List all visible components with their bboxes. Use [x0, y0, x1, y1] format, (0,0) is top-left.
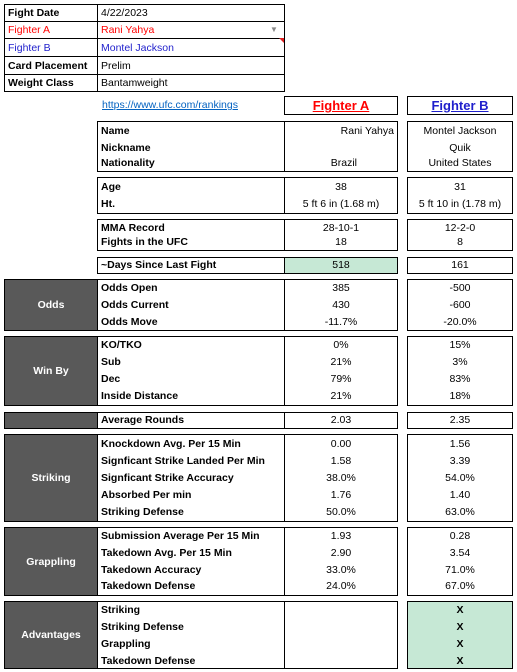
ufc-fights-b: 8: [457, 236, 463, 248]
odds-open-b: -500: [449, 282, 471, 294]
name-a: Rani Yahya: [340, 125, 394, 137]
odds-title: Odds: [37, 299, 65, 311]
days-label: ~Days Since Last Fight: [101, 259, 217, 271]
adv-takedown-defense-b: X: [456, 655, 464, 667]
avg-rounds-a: 2.03: [330, 414, 352, 426]
odds-open-a: 385: [332, 282, 350, 294]
col-divider: [284, 601, 285, 669]
advantages-title: Advantages: [21, 629, 81, 641]
dec-b: 83%: [449, 373, 471, 385]
knockdown-b: 1.56: [449, 438, 471, 450]
age-label: Age: [101, 181, 121, 193]
nationality-a: Brazil: [330, 157, 357, 169]
age-a: 38: [335, 181, 347, 193]
sslpm-a: 1.58: [330, 455, 352, 467]
adv-striking-b: X: [456, 604, 464, 616]
info-row-line: [4, 56, 285, 57]
takedown-avg-b: 3.54: [449, 547, 471, 559]
absorbed-b: 1.40: [449, 489, 471, 501]
ufc-rankings-link[interactable]: https://www.ufc.com/rankings: [102, 99, 238, 111]
height-label: Ht.: [101, 198, 115, 210]
height-a: 5 ft 6 in (1.68 m): [302, 198, 380, 210]
winby-category: [4, 336, 98, 406]
striking-defense-b: 63.0%: [445, 506, 475, 518]
nationality-b: United States: [428, 157, 492, 169]
ufc-fights-label: Fights in the UFC: [101, 236, 188, 248]
knockdown-label: Knockdown Avg. Per 15 Min: [101, 438, 241, 450]
striking-defense-a: 50.0%: [326, 506, 356, 518]
card-placement-value[interactable]: Prelim: [101, 60, 131, 72]
absorbed-label: Absorbed Per min: [101, 489, 192, 501]
fight-date-value[interactable]: 4/22/2023: [101, 7, 148, 19]
grappling-title: Grappling: [26, 555, 76, 568]
ufc-fights-a: 18: [335, 236, 347, 248]
dec-a: 79%: [330, 373, 352, 385]
nationality-label: Nationality: [101, 157, 155, 169]
adv-striking-label: Striking: [101, 604, 141, 616]
avg-rounds-label: Average Rounds: [101, 414, 185, 426]
info-row-line: [4, 38, 285, 39]
sslpm-b: 3.39: [449, 455, 471, 467]
odds-move-label: Odds Move: [101, 316, 158, 328]
odds-open-label: Odds Open: [101, 282, 158, 294]
sub-avg-label: Submission Average Per 15 Min: [101, 530, 260, 542]
knockdown-a: 0.00: [330, 438, 352, 450]
odds-current-b: -600: [449, 299, 471, 311]
name-label: Name: [101, 125, 130, 137]
adv-striking-defense-label: Striking Defense: [101, 621, 184, 633]
odds-current-a: 430: [332, 299, 350, 311]
inside-distance-a: 21%: [330, 390, 352, 402]
comment-marker-icon: [279, 38, 284, 43]
ko-a: 0%: [333, 339, 349, 351]
ss-accuracy-label: Signficant Strike Accuracy: [101, 472, 234, 484]
card-placement-label: Card Placement: [8, 60, 88, 72]
fighter-a-label: Fighter A: [8, 24, 51, 36]
sub-a: 21%: [330, 356, 352, 368]
takedown-avg-a: 2.90: [330, 547, 352, 559]
fighter-a-select[interactable]: Rani Yahya: [101, 24, 155, 36]
adv-striking-defense-b: X: [456, 621, 464, 633]
mma-record-a: 28-10-1: [322, 222, 360, 234]
adv-takedown-defense-label: Takedown Defense: [101, 655, 196, 667]
nickname-b: Quik: [449, 142, 471, 154]
weight-class-label: Weight Class: [8, 77, 74, 89]
ss-accuracy-b: 54.0%: [445, 472, 475, 484]
days-a: 518: [332, 259, 350, 271]
odds-current-label: Odds Current: [101, 299, 169, 311]
striking-category: [4, 434, 98, 522]
odds-move-a: -11.7%: [324, 316, 358, 328]
sslpm-label: Signficant Strike Landed Per Min: [101, 455, 265, 467]
dec-label: Dec: [101, 373, 121, 385]
takedown-defense-b: 67.0%: [445, 580, 475, 592]
winby-title: Win By: [33, 365, 69, 377]
fighter-b-select[interactable]: Montel Jackson: [101, 42, 174, 54]
absorbed-a: 1.76: [330, 489, 352, 501]
mma-record-b: 12-2-0: [444, 222, 476, 234]
age-b: 31: [454, 181, 466, 193]
grappling-category: [4, 527, 98, 596]
dropdown-arrow-icon[interactable]: ▼: [270, 25, 278, 34]
nickname-label: Nickname: [101, 142, 151, 154]
info-divider: [97, 4, 98, 92]
info-row-line: [4, 74, 285, 75]
sub-b: 3%: [452, 356, 468, 368]
sub-label: Sub: [101, 356, 121, 368]
mma-record-label: MMA Record: [101, 222, 165, 234]
fighter-b-label: Fighter B: [8, 42, 51, 54]
striking-defense-label: Striking Defense: [101, 506, 184, 518]
avg-rounds-b: 2.35: [449, 414, 471, 426]
odds-move-b: -20.0%: [443, 316, 477, 328]
name-b: Montel Jackson: [423, 125, 497, 137]
striking-title: Striking: [31, 472, 71, 484]
rounds-left-cell: [4, 412, 98, 429]
takedown-avg-label: Takedown Avg. Per 15 Min: [101, 547, 232, 559]
info-row-line: [4, 21, 285, 22]
adv-grappling-label: Grappling: [101, 638, 151, 650]
ko-label: KO/TKO: [101, 339, 142, 351]
takedown-accuracy-label: Takedown Accuracy: [101, 564, 202, 576]
days-b: 161: [451, 259, 469, 271]
takedown-defense-a: 24.0%: [326, 580, 356, 592]
takedown-accuracy-a: 33.0%: [326, 564, 356, 576]
inside-distance-b: 18%: [449, 390, 471, 402]
fighter-a-header: Fighter A: [312, 98, 370, 113]
ko-b: 15%: [449, 339, 471, 351]
inside-distance-label: Inside Distance: [101, 390, 179, 402]
ss-accuracy-a: 38.0%: [326, 472, 356, 484]
fighter-b-header: Fighter B: [431, 98, 489, 113]
sub-avg-a: 1.93: [330, 530, 352, 542]
advantages-category: [4, 601, 98, 669]
sub-avg-b: 0.28: [449, 530, 471, 542]
takedown-defense-label: Takedown Defense: [101, 580, 196, 592]
takedown-accuracy-b: 71.0%: [445, 564, 475, 576]
weight-class-value[interactable]: Bantamweight: [101, 77, 168, 89]
height-b: 5 ft 10 in (1.78 m): [418, 198, 502, 210]
odds-category: [4, 279, 98, 331]
adv-grappling-b: X: [456, 638, 464, 650]
fight-date-label: Fight Date: [8, 7, 60, 19]
